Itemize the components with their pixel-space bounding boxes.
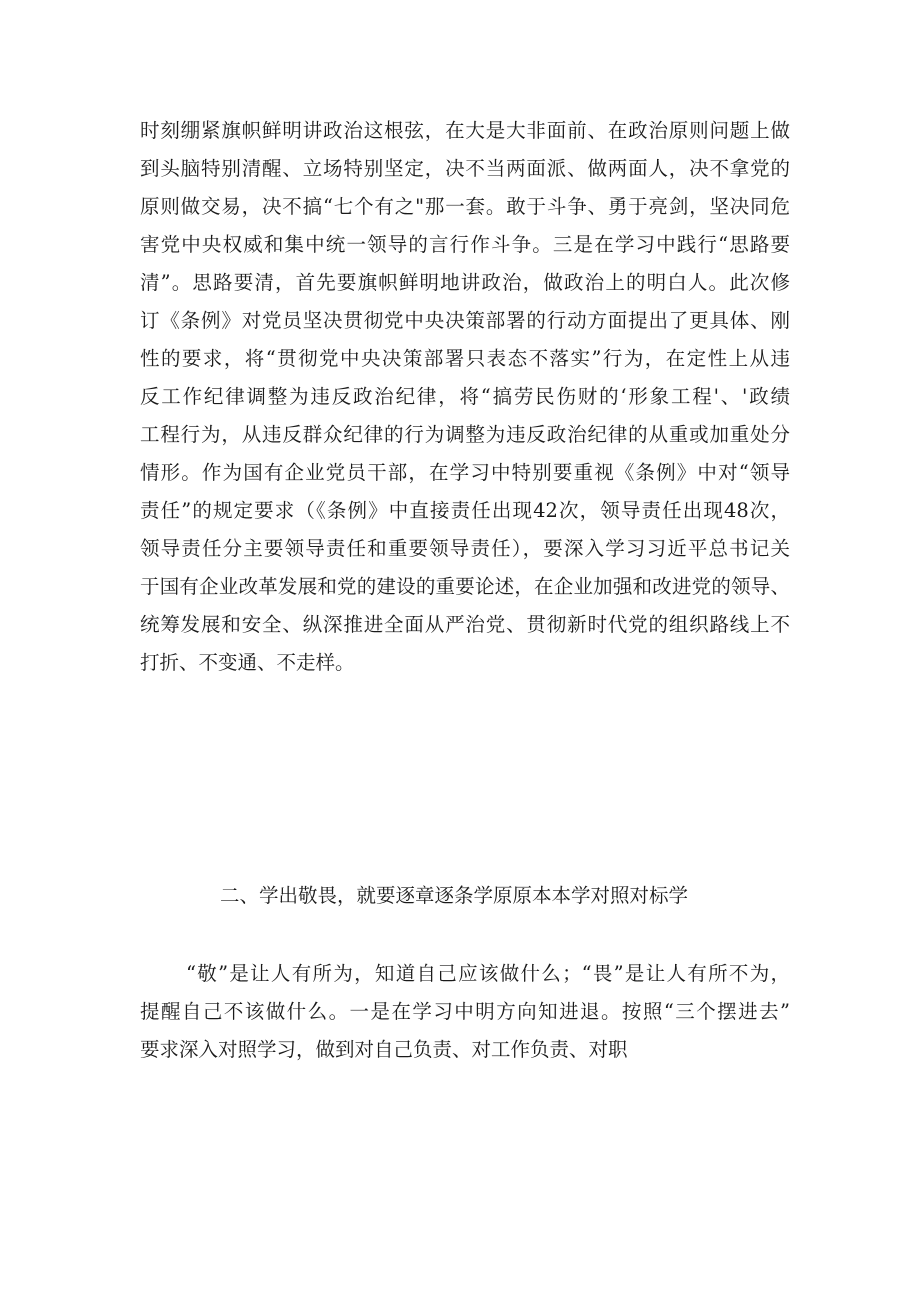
- paragraph-line: 工程行为，从违反群众纪律的行为调整为违反政治纪律的从重或加重处分: [140, 423, 790, 446]
- paragraph-line: 打折、不变通、不走样。: [140, 651, 355, 674]
- paragraph-line: 要求深入对照学习，做到对自己负责、对工作负责、对职: [140, 1038, 628, 1061]
- body-paragraph-2: [140, 955, 790, 1069]
- paragraph-line: 清”。思路要清，首先要旗帜鲜明地讲政治，做政治上的明白人。此次修: [140, 271, 790, 294]
- paragraph-line: 统筹发展和安全、纵深推进全面从严治党、贯彻新时代党的组织路线上不: [140, 613, 790, 636]
- paragraph-line: “敬”是让人有所为，知道自己应该做什么；“畏”是让人有所不为，: [186, 962, 790, 985]
- paragraph-line: 反工作纪律调整为违反政治纪律，将“搞劳民伤财的‘形象工程'、'政绩: [140, 385, 790, 408]
- paragraph-line: 情形。作为国有企业党员干部，在学习中特别要重视《条例》中对“领导: [140, 461, 790, 484]
- paragraph-line: 订《条例》对党员坚决贯彻党中央决策部署的行动方面提出了更具体、刚: [140, 309, 790, 332]
- paragraph-line: 领导责任分主要领导责任和重要领导责任），要深入学习习近平总书记关: [140, 537, 790, 560]
- paragraph-line: 提醒自己不该做什么。一是在学习中明方向知进退。按照“三个摆进去”: [140, 1000, 790, 1023]
- paragraph-line: 原则做交易，决不搞“七个有之"那一套。敢于斗争、勇于亮剑，坚决同危: [140, 195, 790, 218]
- section-heading: 二、学出敬畏，就要逐章逐条学原原本本学对照对标学: [220, 884, 689, 907]
- paragraph-line: 害党中央权威和集中统一领导的言行作斗争。三是在学习中践行“思路要: [140, 233, 790, 256]
- paragraph-line: 时刻绷紧旗帜鲜明讲政治这根弦，在大是大非面前、在政治原则问题上做: [140, 119, 790, 142]
- paragraph-line: 性的要求，将“贯彻党中央决策部署只表态不落实”行为，在定性上从违: [140, 347, 790, 370]
- paragraph-line: 于国有企业改革发展和党的建设的重要论述，在企业加强和改进党的领导、: [140, 575, 790, 598]
- paragraph-line: 责任”的规定要求（《条例》中直接责任出现42次，领导责任出现48次，: [140, 499, 790, 522]
- paragraph-line: 到头脑特别清醒、立场特别坚定，决不当两面派、做两面人，决不拿党的: [140, 157, 790, 180]
- body-paragraph-1: [140, 112, 790, 682]
